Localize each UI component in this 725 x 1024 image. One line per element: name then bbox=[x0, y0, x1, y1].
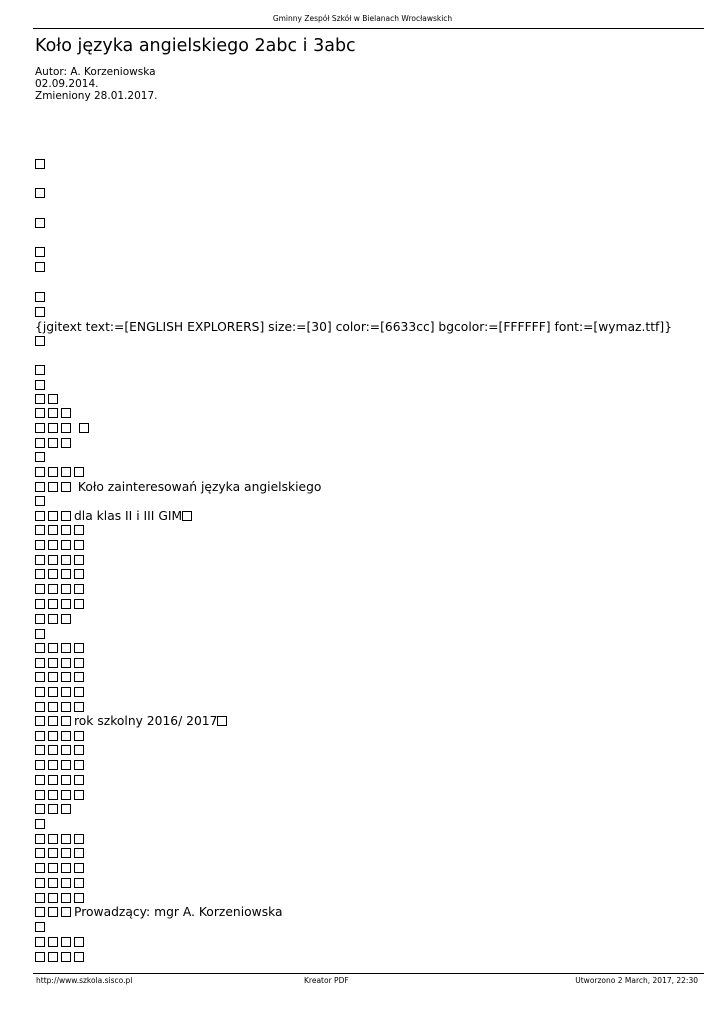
body-line bbox=[35, 494, 48, 508]
missing-glyph-box bbox=[79, 423, 89, 433]
missing-glyph-box bbox=[35, 952, 45, 962]
missing-glyph-box bbox=[61, 760, 71, 770]
missing-glyph-box bbox=[61, 511, 71, 521]
missing-glyph-box bbox=[48, 408, 58, 418]
missing-glyph-box bbox=[61, 731, 71, 741]
body-line bbox=[35, 421, 92, 435]
body-line bbox=[35, 876, 87, 890]
missing-glyph-box bbox=[35, 540, 45, 550]
missing-glyph-box bbox=[61, 716, 71, 726]
missing-glyph-box bbox=[74, 760, 84, 770]
body-line bbox=[35, 509, 195, 523]
missing-glyph-box bbox=[35, 218, 45, 228]
body-line bbox=[35, 950, 87, 964]
missing-glyph-box bbox=[48, 760, 58, 770]
body-line bbox=[35, 245, 48, 259]
missing-glyph-box bbox=[48, 716, 58, 726]
body-line-text: rok szkolny 2016/ 2017 bbox=[74, 714, 218, 728]
missing-glyph-box bbox=[48, 907, 58, 917]
body-line bbox=[35, 920, 48, 934]
missing-glyph-box bbox=[35, 188, 45, 198]
body-line bbox=[35, 597, 87, 611]
body-line bbox=[35, 656, 87, 670]
date-line: 02.09.2014. bbox=[35, 78, 99, 90]
missing-glyph-box bbox=[48, 702, 58, 712]
missing-glyph-box bbox=[74, 937, 84, 947]
missing-glyph-box bbox=[35, 438, 45, 448]
missing-glyph-box bbox=[61, 834, 71, 844]
missing-glyph-box bbox=[61, 775, 71, 785]
missing-glyph-box bbox=[35, 599, 45, 609]
body-line bbox=[35, 582, 87, 596]
missing-glyph-box bbox=[48, 790, 58, 800]
document-title: Koło języka angielskiego 2abc i 3abc bbox=[35, 36, 356, 56]
body-line bbox=[35, 157, 48, 171]
missing-glyph-box bbox=[35, 702, 45, 712]
body-line bbox=[35, 553, 87, 567]
missing-glyph-box bbox=[74, 702, 84, 712]
body-line bbox=[35, 685, 87, 699]
missing-glyph-box bbox=[61, 907, 71, 917]
body-line bbox=[35, 186, 48, 200]
missing-glyph-box bbox=[48, 834, 58, 844]
missing-glyph-box bbox=[35, 525, 45, 535]
missing-glyph-box bbox=[35, 467, 45, 477]
missing-glyph-box bbox=[35, 452, 45, 462]
body-line bbox=[35, 436, 74, 450]
missing-glyph-box bbox=[74, 952, 84, 962]
missing-glyph-box bbox=[74, 790, 84, 800]
missing-glyph-box bbox=[35, 775, 45, 785]
body-line-text: Koło zainteresowań języka angielskiego bbox=[74, 480, 322, 494]
missing-glyph-box bbox=[35, 555, 45, 565]
missing-glyph-box bbox=[61, 672, 71, 682]
missing-glyph-box bbox=[35, 394, 45, 404]
body-line bbox=[35, 846, 87, 860]
missing-glyph-box bbox=[48, 863, 58, 873]
body-line bbox=[35, 861, 87, 875]
missing-glyph-box bbox=[74, 599, 84, 609]
missing-glyph-box bbox=[61, 848, 71, 858]
body-line bbox=[35, 216, 48, 230]
missing-glyph-box bbox=[48, 658, 58, 668]
missing-glyph-box bbox=[48, 438, 58, 448]
body-line bbox=[35, 817, 48, 831]
missing-glyph-box bbox=[74, 555, 84, 565]
missing-glyph-box bbox=[35, 804, 45, 814]
header-rule bbox=[33, 28, 704, 29]
missing-glyph-box bbox=[35, 658, 45, 668]
missing-glyph-box bbox=[35, 937, 45, 947]
author-line: Autor: A. Korzeniowska bbox=[35, 66, 156, 78]
missing-glyph-box bbox=[35, 262, 45, 272]
missing-glyph-box bbox=[48, 525, 58, 535]
missing-glyph-box bbox=[74, 893, 84, 903]
missing-glyph-box bbox=[48, 804, 58, 814]
missing-glyph-box bbox=[61, 482, 71, 492]
body-line bbox=[35, 290, 48, 304]
body-line bbox=[35, 450, 48, 464]
missing-glyph-box bbox=[74, 775, 84, 785]
missing-glyph-box bbox=[48, 511, 58, 521]
body-line bbox=[35, 935, 87, 949]
missing-glyph-box bbox=[74, 540, 84, 550]
body-line bbox=[35, 788, 87, 802]
missing-glyph-box bbox=[35, 907, 45, 917]
missing-glyph-box bbox=[35, 863, 45, 873]
missing-glyph-box bbox=[61, 408, 71, 418]
missing-glyph-box bbox=[61, 878, 71, 888]
missing-glyph-box bbox=[61, 599, 71, 609]
missing-glyph-box bbox=[74, 525, 84, 535]
missing-glyph-box bbox=[74, 863, 84, 873]
missing-glyph-box bbox=[74, 569, 84, 579]
missing-glyph-box bbox=[35, 159, 45, 169]
missing-glyph-box bbox=[48, 482, 58, 492]
page-header-school: Gminny Zespół Szkół w Bielanach Wrocławskich bbox=[272, 14, 453, 23]
missing-glyph-box bbox=[35, 716, 45, 726]
footer-url[interactable]: http://www.szkola.sisco.pl bbox=[36, 976, 133, 985]
body-line bbox=[35, 305, 48, 319]
body-line-text: dla klas II i III GIM bbox=[74, 509, 183, 523]
missing-glyph-box bbox=[35, 629, 45, 639]
document-meta bbox=[35, 66, 157, 102]
missing-glyph-box bbox=[35, 819, 45, 829]
missing-glyph-box bbox=[61, 687, 71, 697]
missing-glyph-box bbox=[61, 893, 71, 903]
missing-glyph-box bbox=[35, 614, 45, 624]
missing-glyph-box bbox=[48, 643, 58, 653]
missing-glyph-box bbox=[35, 790, 45, 800]
body-line bbox=[35, 363, 48, 377]
missing-glyph-box bbox=[61, 540, 71, 550]
missing-glyph-box bbox=[35, 878, 45, 888]
missing-glyph-box bbox=[61, 702, 71, 712]
missing-glyph-box bbox=[61, 525, 71, 535]
missing-glyph-box bbox=[35, 760, 45, 770]
missing-glyph-box bbox=[48, 731, 58, 741]
missing-glyph-box bbox=[35, 408, 45, 418]
missing-glyph-box bbox=[61, 467, 71, 477]
body-line bbox=[35, 480, 321, 494]
missing-glyph-box bbox=[48, 599, 58, 609]
body-line bbox=[35, 832, 87, 846]
body-line-text: Prowadzący: mgr A. Korzeniowska bbox=[74, 905, 283, 919]
missing-glyph-box bbox=[48, 848, 58, 858]
missing-glyph-box bbox=[35, 922, 45, 932]
body-line bbox=[35, 465, 87, 479]
missing-glyph-box bbox=[48, 952, 58, 962]
body-line bbox=[35, 891, 87, 905]
missing-glyph-box bbox=[35, 247, 45, 257]
missing-glyph-box bbox=[35, 482, 45, 492]
missing-glyph-box bbox=[182, 511, 192, 521]
missing-glyph-box bbox=[74, 745, 84, 755]
missing-glyph-box bbox=[74, 643, 84, 653]
missing-glyph-box bbox=[74, 834, 84, 844]
body-line bbox=[35, 523, 87, 537]
missing-glyph-box bbox=[61, 745, 71, 755]
missing-glyph-box bbox=[48, 672, 58, 682]
missing-glyph-box bbox=[74, 658, 84, 668]
footer-rule bbox=[33, 973, 704, 974]
missing-glyph-box bbox=[35, 365, 45, 375]
modified-line: Zmieniony 28.01.2017. bbox=[35, 90, 158, 102]
missing-glyph-box bbox=[74, 584, 84, 594]
body-line bbox=[35, 758, 87, 772]
missing-glyph-box bbox=[61, 658, 71, 668]
missing-glyph-box bbox=[61, 790, 71, 800]
missing-glyph-box bbox=[48, 614, 58, 624]
footer-creator: Kreator PDF bbox=[304, 976, 349, 985]
body-line bbox=[35, 334, 48, 348]
missing-glyph-box bbox=[217, 716, 227, 726]
missing-glyph-box bbox=[35, 643, 45, 653]
missing-glyph-box bbox=[35, 584, 45, 594]
body-line bbox=[35, 670, 87, 684]
missing-glyph-box bbox=[61, 863, 71, 873]
missing-glyph-box bbox=[74, 878, 84, 888]
body-line bbox=[35, 729, 87, 743]
body-line bbox=[35, 627, 48, 641]
missing-glyph-box bbox=[61, 804, 71, 814]
missing-glyph-box bbox=[48, 540, 58, 550]
missing-glyph-box bbox=[61, 643, 71, 653]
missing-glyph-box bbox=[48, 394, 58, 404]
missing-glyph-box bbox=[35, 292, 45, 302]
missing-glyph-box bbox=[61, 937, 71, 947]
missing-glyph-box bbox=[48, 775, 58, 785]
missing-glyph-box bbox=[35, 423, 45, 433]
missing-glyph-box bbox=[35, 336, 45, 346]
missing-glyph-box bbox=[61, 952, 71, 962]
missing-glyph-box bbox=[35, 496, 45, 506]
missing-glyph-box bbox=[61, 555, 71, 565]
body-line bbox=[35, 567, 87, 581]
body-line bbox=[35, 320, 672, 334]
missing-glyph-box bbox=[48, 893, 58, 903]
body-line bbox=[35, 612, 74, 626]
missing-glyph-box bbox=[74, 687, 84, 697]
body-line bbox=[35, 406, 74, 420]
missing-glyph-box bbox=[35, 848, 45, 858]
footer-created: Utworzono 2 March, 2017, 22:30 bbox=[575, 976, 698, 985]
missing-glyph-box bbox=[35, 731, 45, 741]
body-line bbox=[35, 378, 48, 392]
missing-glyph-box bbox=[74, 848, 84, 858]
missing-glyph-box bbox=[61, 569, 71, 579]
missing-glyph-box bbox=[61, 584, 71, 594]
missing-glyph-box bbox=[35, 687, 45, 697]
missing-glyph-box bbox=[48, 569, 58, 579]
missing-glyph-box bbox=[61, 423, 71, 433]
missing-glyph-box bbox=[35, 834, 45, 844]
missing-glyph-box bbox=[74, 672, 84, 682]
missing-glyph-box bbox=[48, 687, 58, 697]
missing-glyph-box bbox=[74, 731, 84, 741]
body-line-text: {jgitext text:=[ENGLISH EXPLORERS] size:=[30] color:=[6633cc] bgcolor:=[FFFFFF] font:=[wymaz.ttf]} bbox=[35, 320, 673, 334]
body-line bbox=[35, 538, 87, 552]
missing-glyph-box bbox=[35, 672, 45, 682]
missing-glyph-box bbox=[48, 584, 58, 594]
missing-glyph-box bbox=[74, 467, 84, 477]
body-line bbox=[35, 773, 87, 787]
missing-glyph-box bbox=[61, 614, 71, 624]
missing-glyph-box bbox=[35, 745, 45, 755]
missing-glyph-box bbox=[48, 423, 58, 433]
missing-glyph-box bbox=[48, 555, 58, 565]
missing-glyph-box bbox=[35, 307, 45, 317]
missing-glyph-box bbox=[48, 937, 58, 947]
body-line bbox=[35, 392, 61, 406]
missing-glyph-box bbox=[35, 893, 45, 903]
body-line bbox=[35, 700, 87, 714]
missing-glyph-box bbox=[48, 745, 58, 755]
missing-glyph-box bbox=[35, 569, 45, 579]
body-line bbox=[35, 714, 230, 728]
missing-glyph-box bbox=[61, 438, 71, 448]
missing-glyph-box bbox=[35, 380, 45, 390]
body-line bbox=[35, 260, 48, 274]
missing-glyph-box bbox=[35, 511, 45, 521]
body-line bbox=[35, 743, 87, 757]
body-line bbox=[35, 905, 283, 919]
body-line bbox=[35, 641, 87, 655]
missing-glyph-box bbox=[48, 467, 58, 477]
body-line bbox=[35, 802, 74, 816]
missing-glyph-box bbox=[48, 878, 58, 888]
